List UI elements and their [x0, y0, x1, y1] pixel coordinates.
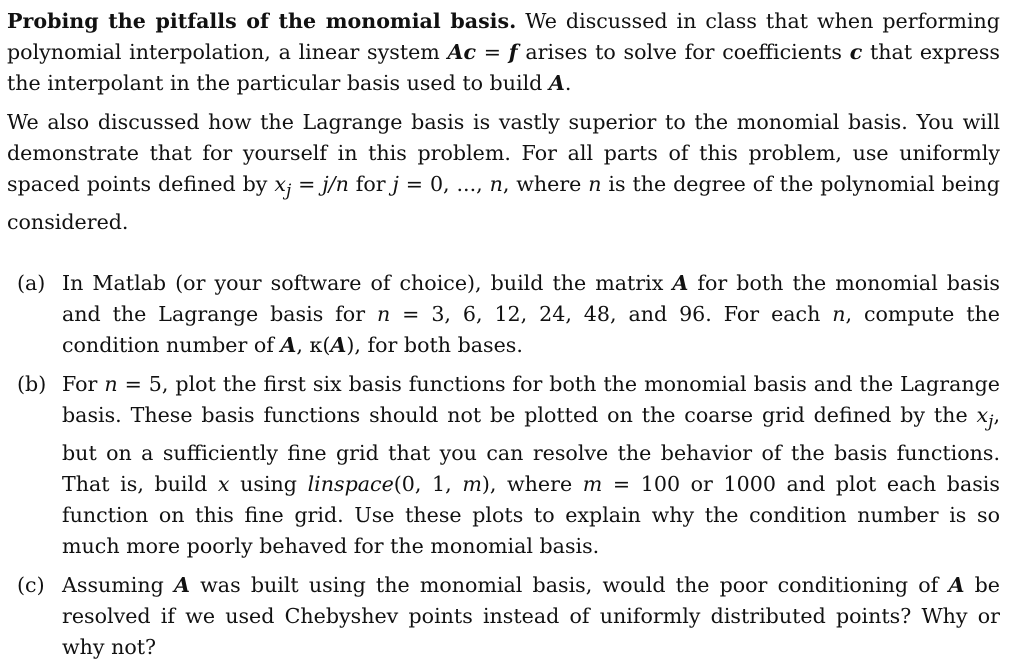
text: Assuming [62, 573, 175, 598]
math-range: = 0, ..., [398, 172, 490, 196]
math-m: m [582, 472, 603, 497]
text: ), where [481, 472, 583, 497]
text: , but on a sufficiently fine grid that you can resolve the behavior of the basis functions. That is, build [62, 403, 1000, 497]
math-A: A [672, 271, 689, 296]
part-a [7, 268, 1000, 361]
math-n: n [376, 302, 391, 327]
math-linspace: linspace [307, 472, 394, 497]
math-n: n [832, 302, 846, 327]
math-eq: = [291, 172, 323, 196]
math-subscript-j: j [285, 181, 292, 202]
text: We discussed in class that when performing polynomial interpolation, a linear system [7, 9, 1000, 64]
math-c: c [849, 40, 863, 64]
text: is the degree of the polynomial being considered. [7, 172, 1000, 235]
math-A: A [280, 333, 297, 358]
text: using [229, 472, 308, 497]
intro-paragraph [7, 6, 1000, 99]
part-label: (b) [17, 372, 47, 397]
part-label: (a) [17, 271, 46, 296]
problem-parts-list [7, 268, 1000, 663]
text: = 3, 6, 12, 24, 48, and 96. For each [390, 302, 833, 327]
text: = 5, plot the first six basis functions for both the monomial basis and the Lagrange basis. These basis functions should not be plotted on the coarse grid defined by the [62, 372, 1000, 428]
text: be resolved if we used Chebyshev points instead of uniformly distributed points? Why or why not? [62, 573, 1000, 660]
text: , where [502, 172, 589, 196]
math-f: f [508, 40, 518, 64]
math-c: c [463, 40, 477, 64]
math-x: x [217, 472, 230, 497]
part-c [7, 570, 1000, 663]
math-m: m [462, 472, 482, 497]
text: arises to solve for coefficients [517, 40, 850, 64]
text: (0, 1, [393, 472, 463, 497]
math-A: A [447, 40, 464, 64]
part-label: (c) [17, 573, 45, 598]
text: for [348, 172, 393, 196]
math-n: n [104, 372, 118, 397]
text: for both the monomial basis and the Lagrange basis for [62, 271, 1000, 327]
part-b [7, 369, 1000, 562]
text: was built using the monomial basis, would the poor conditioning of [190, 573, 949, 598]
math-x: x [274, 172, 286, 196]
text: = 100 or 1000 and plot each basis function on this fine grid. Use these plots to explain why the condition number is so much more poorly behaved for the monomial basis. [62, 472, 1000, 559]
math-eq: = [476, 40, 509, 64]
text: In Matlab (or your software of choice), build the matrix [62, 271, 673, 296]
text: , κ( [296, 333, 331, 358]
math-n: n [588, 172, 602, 196]
text: We also discussed how the Lagrange basis is vastly superior to the monomial basis. You will demonstrate that for yourself in this problem. For all parts of this problem, use uniformly spaced points defined by [7, 110, 1000, 196]
context-paragraph [7, 107, 1000, 238]
math-A: A [548, 71, 565, 95]
text: ), for both bases. [346, 333, 523, 358]
text: For [62, 372, 105, 397]
math-x: x [976, 403, 989, 428]
problem-title: Probing the pitfalls of the monomial basis. [7, 9, 517, 33]
math-A: A [948, 573, 965, 598]
text: , compute the condition number of [62, 302, 1000, 358]
math-j-over-n: j/n [322, 172, 349, 196]
math-n: n [489, 172, 503, 196]
math-A: A [330, 333, 347, 358]
math-A: A [174, 573, 190, 598]
text: that express the interpolant in the particular basis used to build [7, 40, 1000, 95]
text: . [564, 71, 572, 95]
math-j: j [392, 172, 399, 196]
math-subscript-j: j [988, 412, 994, 433]
